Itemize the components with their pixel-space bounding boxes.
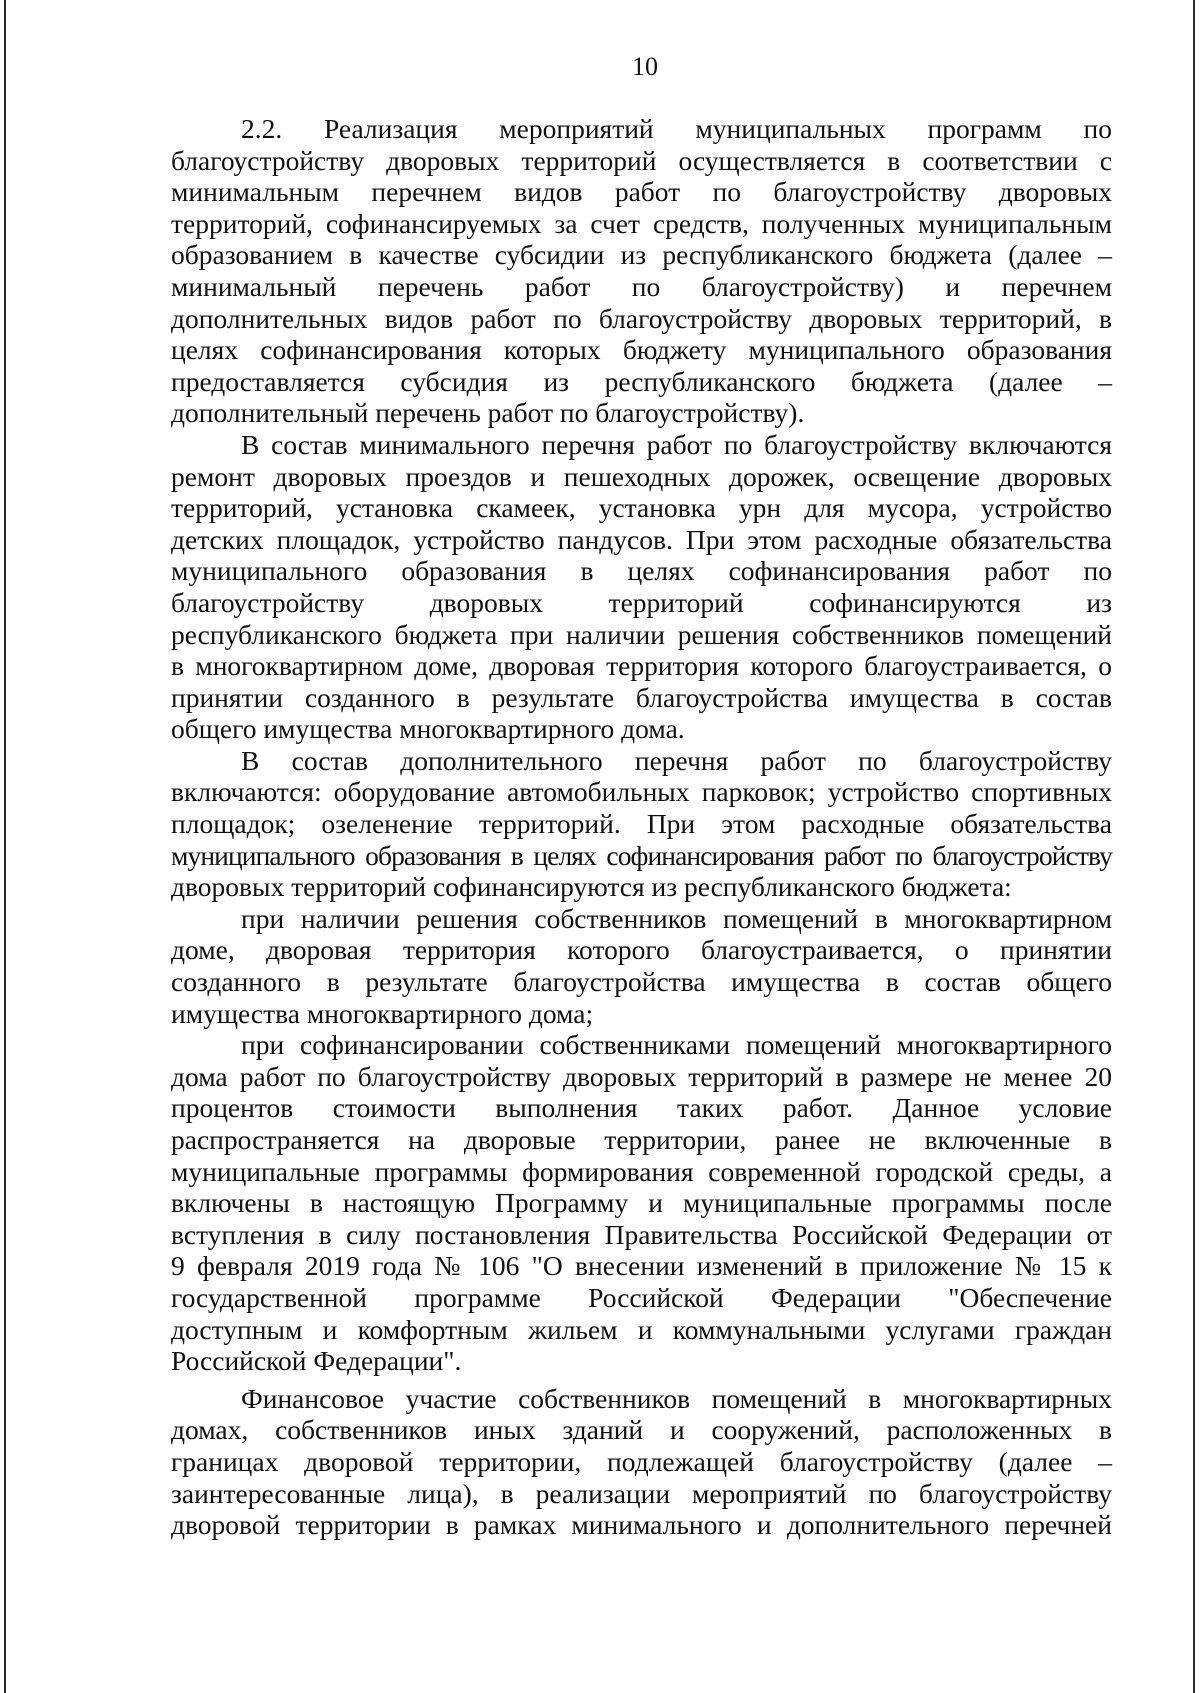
paragraph-condition-decision [171, 903, 1112, 1029]
text-line: территорий, установка скамеек, установка урн для мусора, устройство [171, 492, 1112, 524]
text-line: муниципального образования в целях софинансирования работ по [171, 555, 1112, 587]
text-line: доступным и комфортным жильем и коммунальными услугами граждан [171, 1313, 1112, 1345]
text-line: заинтересованные лица), в реализации мероприятий по благоустройству [171, 1477, 1112, 1509]
scan-edge-right [1193, 0, 1195, 1693]
text-line: общего имущества многоквартирного дома. [171, 713, 685, 745]
text-line: республиканского бюджета при наличии решения собственников помещений [171, 618, 1112, 650]
paragraph-minimal-list [171, 429, 1112, 745]
text-line: предоставляется субсидия из республиканского бюджета (далее – [171, 365, 1112, 397]
text-line: В состав минимального перечня работ по благоустройству включаются [241, 428, 1112, 460]
paragraph-additional-list [171, 745, 1112, 903]
text-line: целях софинансирования которых бюджету муниципального образования [171, 334, 1112, 366]
paragraph-condition-cofinancing [171, 1029, 1112, 1377]
text-line: Финансовое участие собственников помещений в многоквартирных [241, 1382, 1112, 1414]
text-line: 2.2. Реализация мероприятий муниципальных программ по [241, 113, 1112, 144]
text-line: дворовой территории в рамках минимального и дополнительного перечней [171, 1509, 1112, 1541]
text-line: процентов стоимости выполнения таких работ. Данное условие [171, 1092, 1112, 1124]
text-line: дополнительных видов работ по благоустройству дворовых территорий, в [171, 302, 1112, 334]
scan-edge-left [4, 0, 6, 1693]
paragraph-financial-participation [171, 1383, 1112, 1541]
paragraph-2-2 [171, 113, 1112, 429]
text-line: вступления в силу постановления Правительства Российской Федерации от [171, 1218, 1112, 1250]
text-line: созданного в результате благоустройства имущества в состав общего [171, 966, 1112, 998]
page-number: 10 [632, 52, 658, 81]
text-line: В состав дополнительного перечня работ по благоустройству [241, 744, 1112, 776]
text-line: границах дворовой территории, подлежащей благоустройству (далее – [171, 1445, 1112, 1477]
text-line: дома работ по благоустройству дворовых территорий в размере не менее 20 [171, 1060, 1112, 1092]
text-line: распространяется на дворовые территории, ранее не включенные в [171, 1124, 1112, 1155]
text-line: домах, собственников иных зданий и сооружений, расположенных в [171, 1414, 1112, 1446]
text-line: благоустройству дворовых территорий осуществляется в соответствии с [171, 144, 1112, 176]
text-line: площадок; озеленение территорий. При этом расходные обязательства [171, 808, 1112, 840]
text-line: дворовых территорий софинансируются из республиканского бюджета: [171, 871, 1012, 903]
text-line: включаются: оборудование автомобильных парковок; устройство спортивных [171, 776, 1112, 808]
text-line: в многоквартирном доме, дворовая территория которого благоустраивается, о [171, 650, 1112, 682]
text-line: 9 февраля 2019 года № 106 "О внесении изменений в приложение № 15 к [171, 1250, 1112, 1282]
text-line: ремонт дворовых проездов и пешеходных дорожек, освещение дворовых [171, 460, 1112, 492]
text-line: принятии созданного в результате благоустройства имущества в состав [171, 681, 1112, 713]
text-line: включены в настоящую Программу и муниципальные программы после [171, 1187, 1112, 1219]
document-body [171, 113, 1112, 1541]
text-line: благоустройству дворовых территорий софинансируются из [171, 586, 1112, 618]
text-line: имущества многоквартирного дома; [171, 997, 594, 1029]
text-line: дополнительный перечень работ по благоустройству). [171, 397, 805, 429]
text-line: при наличии решения собственников помещений в многоквартирном [241, 902, 1112, 934]
text-line: минимальный перечень работ по благоустройству) и перечнем [171, 270, 1112, 302]
text-line: при софинансировании собственниками помещений многоквартирного [241, 1029, 1112, 1061]
text-line: государственной программе Российской Федерации "Обеспечение [171, 1281, 1112, 1313]
text-line: доме, дворовая территория которого благоустраивается, о принятии [171, 934, 1112, 966]
text-line: муниципальные программы формирования современной городской среды, а [171, 1155, 1112, 1187]
text-line: образованием в качестве субсидии из республиканского бюджета (далее – [171, 239, 1112, 271]
text-line: детских площадок, устройство пандусов. При этом расходные обязательства [171, 523, 1112, 555]
text-line: Российской Федерации". [171, 1345, 462, 1377]
text-line: территорий, софинансируемых за счет средств, полученных муниципальным [171, 207, 1112, 239]
text-line: муниципального образования в целях софинансирования работ по благоустройству [171, 839, 1112, 871]
text-line: минимальным перечнем видов работ по благоустройству дворовых [171, 176, 1112, 208]
